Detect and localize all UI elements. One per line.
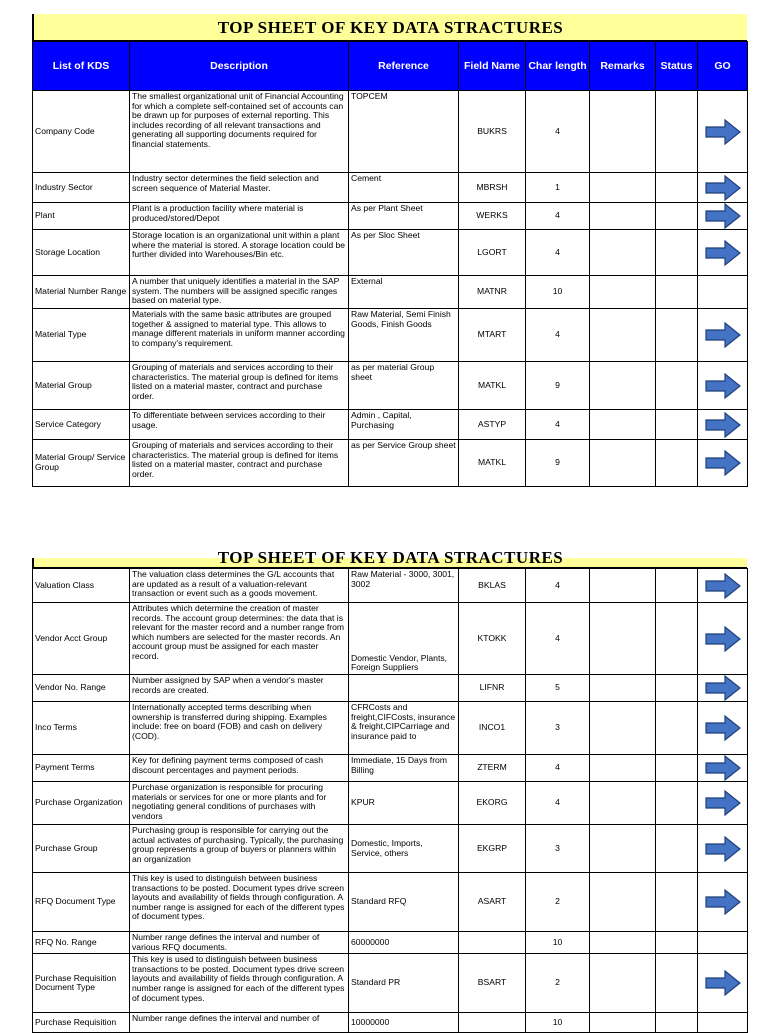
- kds-description: Storage location is an organizational unit within a plant where the material is stored. A storage location could be further divided into Warehouses/Bin etc.: [130, 230, 349, 276]
- table-row: [33, 203, 748, 230]
- kds-go-cell: [698, 276, 748, 309]
- right-arrow-icon[interactable]: [705, 450, 741, 476]
- table-row: [33, 440, 748, 487]
- kds-reference: Domestic Vendor, Plants, Foreign Suppliers: [349, 603, 459, 675]
- kds-char-length: 1: [526, 173, 590, 203]
- table-row: [33, 173, 748, 203]
- kds-name: Purchase Requisition Document Type: [33, 954, 130, 1013]
- kds-remarks: [590, 755, 656, 782]
- kds-remarks: [590, 954, 656, 1013]
- kds-go-cell: [698, 440, 748, 487]
- kds-reference: Standard RFQ: [349, 873, 459, 932]
- kds-description: Plant is a production facility where material is produced/stored/Depot: [130, 203, 349, 230]
- kds-remarks: [590, 173, 656, 203]
- kds-reference: TOPCEM: [349, 91, 459, 173]
- kds-char-length: 10: [526, 276, 590, 309]
- kds-reference: as per material Group sheet: [349, 362, 459, 410]
- table-row: [33, 1013, 748, 1033]
- kds-char-length: 2: [526, 954, 590, 1013]
- kds-description: Purchase organization is responsible for procuring materials or services for one or more plants and for negotiating general conditions of purchases with vendors: [130, 782, 349, 825]
- kds-field-name: INCO1: [459, 702, 526, 755]
- right-arrow-icon[interactable]: [705, 412, 741, 438]
- kds-field-name: BUKRS: [459, 91, 526, 173]
- right-arrow-icon[interactable]: [705, 675, 741, 701]
- kds-name: Material Number Range: [33, 276, 130, 309]
- top-sheet-1: [32, 14, 747, 487]
- kds-field-name: EKGRP: [459, 825, 526, 873]
- kds-remarks: [590, 91, 656, 173]
- kds-remarks: [590, 276, 656, 309]
- kds-description: A number that uniquely identifies a material in the SAP system. The numbers will be assigned specific ranges based on material type.: [130, 276, 349, 309]
- kds-status: [656, 276, 698, 309]
- table-row: [33, 603, 748, 675]
- kds-go-cell: [698, 569, 748, 603]
- kds-char-length: 3: [526, 825, 590, 873]
- kds-table: [32, 568, 748, 1033]
- table-row: [33, 91, 748, 173]
- right-arrow-icon[interactable]: [705, 573, 741, 599]
- kds-char-length: 9: [526, 440, 590, 487]
- kds-field-name: BSART: [459, 954, 526, 1013]
- kds-field-name: BKLAS: [459, 569, 526, 603]
- kds-char-length: 10: [526, 1013, 590, 1033]
- kds-status: [656, 230, 698, 276]
- kds-status: [656, 755, 698, 782]
- table-row: [33, 309, 748, 362]
- kds-go-cell: [698, 675, 748, 702]
- table-row: [33, 873, 748, 932]
- kds-name: Storage Location: [33, 230, 130, 276]
- table-row: [33, 702, 748, 755]
- kds-table: [32, 41, 748, 487]
- kds-field-name: MBRSH: [459, 173, 526, 203]
- header-field-name: Field Name: [459, 42, 526, 91]
- kds-char-length: 4: [526, 569, 590, 603]
- kds-field-name: MATNR: [459, 276, 526, 309]
- kds-name: Purchase Group: [33, 825, 130, 873]
- kds-reference: Raw Material - 3000, 3001, 3002: [349, 569, 459, 603]
- kds-remarks: [590, 230, 656, 276]
- right-arrow-icon[interactable]: [705, 240, 741, 266]
- header-go: GO: [698, 42, 748, 91]
- kds-go-cell: [698, 91, 748, 173]
- kds-description: Materials with the same basic attributes are grouped together & assigned to material type. This allows to manage different materials in uniform manner according to company's requirement.: [130, 309, 349, 362]
- kds-status: [656, 782, 698, 825]
- kds-reference: External: [349, 276, 459, 309]
- right-arrow-icon[interactable]: [705, 373, 741, 399]
- kds-status: [656, 825, 698, 873]
- kds-description: Industry sector determines the field selection and screen sequence of Material Master.: [130, 173, 349, 203]
- sheet-title: TOP SHEET OF KEY DATA STRACTURES: [32, 558, 747, 568]
- kds-description: This key is used to distinguish between business transactions to be posted. Document types drive screen layouts and availability of fields through configuration. A number range is assigned for each of the different types of document types.: [130, 954, 349, 1013]
- kds-char-length: 4: [526, 782, 590, 825]
- right-arrow-icon[interactable]: [705, 790, 741, 816]
- kds-go-cell: [698, 755, 748, 782]
- kds-reference: KPUR: [349, 782, 459, 825]
- kds-status: [656, 362, 698, 410]
- header-list-of-kds: List of KDS: [33, 42, 130, 91]
- right-arrow-icon[interactable]: [705, 175, 741, 201]
- right-arrow-icon[interactable]: [705, 119, 741, 145]
- kds-status: [656, 932, 698, 954]
- kds-status: [656, 702, 698, 755]
- kds-status: [656, 569, 698, 603]
- kds-go-cell: [698, 1013, 748, 1033]
- table-row: [33, 825, 748, 873]
- kds-remarks: [590, 1013, 656, 1033]
- kds-char-length: 4: [526, 410, 590, 440]
- kds-go-cell: [698, 309, 748, 362]
- kds-reference: 60000000: [349, 932, 459, 954]
- kds-status: [656, 440, 698, 487]
- kds-remarks: [590, 825, 656, 873]
- kds-reference: As per Sloc Sheet: [349, 230, 459, 276]
- kds-description: To differentiate between services according to their usage.: [130, 410, 349, 440]
- kds-field-name: ZTERM: [459, 755, 526, 782]
- kds-remarks: [590, 702, 656, 755]
- kds-go-cell: [698, 932, 748, 954]
- kds-char-length: 10: [526, 932, 590, 954]
- kds-char-length: 4: [526, 603, 590, 675]
- kds-go-cell: [698, 825, 748, 873]
- kds-go-cell: [698, 954, 748, 1013]
- kds-field-name: EKORG: [459, 782, 526, 825]
- kds-description: The valuation class determines the G/L accounts that are updated as a result of a valuation-relevant transaction or event such as a goods movement.: [130, 569, 349, 603]
- sheet-title: TOP SHEET OF KEY DATA STRACTURES: [32, 14, 747, 41]
- kds-char-length: 3: [526, 702, 590, 755]
- table-row: [33, 932, 748, 954]
- kds-field-name: ASTYP: [459, 410, 526, 440]
- kds-remarks: [590, 873, 656, 932]
- kds-field-name: ASART: [459, 873, 526, 932]
- kds-field-name: [459, 1013, 526, 1033]
- kds-name: Valuation Class: [33, 569, 130, 603]
- kds-field-name: LGORT: [459, 230, 526, 276]
- kds-description: Grouping of materials and services according to their characteristics. The material group is defined for items listed on a material master, contract and purchase order.: [130, 440, 349, 487]
- kds-go-cell: [698, 362, 748, 410]
- kds-name: Purchase Requisition: [33, 1013, 130, 1033]
- kds-go-cell: [698, 410, 748, 440]
- kds-reference: Raw Material, Semi Finish Goods, Finish Goods: [349, 309, 459, 362]
- kds-status: [656, 203, 698, 230]
- table-row: [33, 276, 748, 309]
- header-remarks: Remarks: [590, 42, 656, 91]
- kds-field-name: WERKS: [459, 203, 526, 230]
- kds-field-name: KTOKK: [459, 603, 526, 675]
- table-row: [33, 755, 748, 782]
- right-arrow-icon[interactable]: [705, 889, 741, 915]
- kds-name: Vendor No. Range: [33, 675, 130, 702]
- kds-status: [656, 91, 698, 173]
- kds-name: Vendor Acct Group: [33, 603, 130, 675]
- kds-reference: Standard PR: [349, 954, 459, 1013]
- right-arrow-icon[interactable]: [705, 836, 741, 862]
- kds-field-name: LIFNR: [459, 675, 526, 702]
- kds-status: [656, 675, 698, 702]
- kds-go-cell: [698, 603, 748, 675]
- table-row: [33, 782, 748, 825]
- kds-remarks: [590, 309, 656, 362]
- table-row: [33, 675, 748, 702]
- kds-description: Internationally accepted terms describing when ownership is transferred during shipping. Examples include: free on board (FOB) and cash on delivery (COD).: [130, 702, 349, 755]
- kds-remarks: [590, 362, 656, 410]
- kds-field-name: MTART: [459, 309, 526, 362]
- kds-name: RFQ Document Type: [33, 873, 130, 932]
- kds-description: Grouping of materials and services according to their characteristics. The material group is defined for items listed on a material master, contract and purchase order.: [130, 362, 349, 410]
- kds-reference: as per Service Group sheet: [349, 440, 459, 487]
- kds-char-length: 4: [526, 230, 590, 276]
- kds-name: RFQ No. Range: [33, 932, 130, 954]
- kds-go-cell: [698, 782, 748, 825]
- kds-reference: Cement: [349, 173, 459, 203]
- kds-char-length: 9: [526, 362, 590, 410]
- kds-char-length: 4: [526, 203, 590, 230]
- header-description: Description: [130, 42, 349, 91]
- kds-go-cell: [698, 230, 748, 276]
- kds-name: Material Type: [33, 309, 130, 362]
- kds-reference: As per Plant Sheet: [349, 203, 459, 230]
- kds-name: Industry Sector: [33, 173, 130, 203]
- kds-description: Purchasing group is responsible for carrying out the actual activates of purchasing. Typically, the purchasing group represents a group of buyers or planners within an organization: [130, 825, 349, 873]
- kds-name: Inco Terms: [33, 702, 130, 755]
- kds-name: Material Group/ Service Group: [33, 440, 130, 487]
- kds-status: [656, 173, 698, 203]
- table-row: [33, 230, 748, 276]
- kds-status: [656, 410, 698, 440]
- kds-reference: Immediate, 15 Days from Billing: [349, 755, 459, 782]
- table-row: [33, 410, 748, 440]
- kds-remarks: [590, 782, 656, 825]
- kds-name: Service Category: [33, 410, 130, 440]
- kds-remarks: [590, 603, 656, 675]
- kds-status: [656, 873, 698, 932]
- header-status: Status: [656, 42, 698, 91]
- kds-name: Payment Terms: [33, 755, 130, 782]
- kds-remarks: [590, 569, 656, 603]
- kds-description: Number range defines the interval and number of: [130, 1013, 349, 1033]
- kds-status: [656, 1013, 698, 1033]
- kds-name: Material Group: [33, 362, 130, 410]
- kds-char-length: 4: [526, 755, 590, 782]
- right-arrow-icon[interactable]: [705, 626, 741, 652]
- kds-field-name: [459, 932, 526, 954]
- kds-char-length: 4: [526, 91, 590, 173]
- kds-status: [656, 309, 698, 362]
- header-char-length: Char length: [526, 42, 590, 91]
- kds-field-name: MATKL: [459, 440, 526, 487]
- kds-char-length: 4: [526, 309, 590, 362]
- kds-char-length: 5: [526, 675, 590, 702]
- kds-description: Number assigned by SAP when a vendor's master records are created.: [130, 675, 349, 702]
- right-arrow-icon[interactable]: [705, 755, 741, 781]
- kds-field-name: MATKL: [459, 362, 526, 410]
- right-arrow-icon[interactable]: [705, 970, 741, 996]
- kds-status: [656, 603, 698, 675]
- kds-reference: [349, 675, 459, 702]
- right-arrow-icon[interactable]: [705, 203, 741, 229]
- header-row: [33, 42, 748, 91]
- kds-go-cell: [698, 173, 748, 203]
- kds-reference: CFRCosts and freight,CIFCosts, insurance & freight,CIPCarriage and insurance paid to: [349, 702, 459, 755]
- kds-description: The smallest organizational unit of Financial Accounting for which a complete self-contained set of accounts can be drawn up for purposes of external reporting. This includes recording of all relevant transactions and generating all supporting documents required for financial statements.: [130, 91, 349, 173]
- right-arrow-icon[interactable]: [705, 322, 741, 348]
- kds-reference: 10000000: [349, 1013, 459, 1033]
- right-arrow-icon[interactable]: [705, 715, 741, 741]
- kds-go-cell: [698, 702, 748, 755]
- kds-description: This key is used to distinguish between business transactions to be posted. Document types drive screen layouts and availability of fields through configuration. A number range is assigned for each of the different types of document types.: [130, 873, 349, 932]
- table-row: [33, 569, 748, 603]
- kds-remarks: [590, 203, 656, 230]
- kds-remarks: [590, 675, 656, 702]
- kds-description: Key for defining payment terms composed of cash discount percentages and payment periods.: [130, 755, 349, 782]
- kds-go-cell: [698, 873, 748, 932]
- kds-name: Company Code: [33, 91, 130, 173]
- kds-description: Number range defines the interval and number of various RFQ documents.: [130, 932, 349, 954]
- kds-reference: Domestic, Imports, Service, others: [349, 825, 459, 873]
- header-reference: Reference: [349, 42, 459, 91]
- kds-char-length: 2: [526, 873, 590, 932]
- kds-name: Purchase Organization: [33, 782, 130, 825]
- kds-remarks: [590, 440, 656, 487]
- kds-name: Plant: [33, 203, 130, 230]
- kds-reference: Admin , Capital, Purchasing: [349, 410, 459, 440]
- kds-description: Attributes which determine the creation of master records. The account group determines: the data that is relevant for the master record and a number range from which numbers are selected for the master records. An account group must be assigned for each master record.: [130, 603, 349, 675]
- table-row: [33, 954, 748, 1013]
- kds-go-cell: [698, 203, 748, 230]
- top-sheet-2: [32, 548, 747, 1027]
- kds-remarks: [590, 932, 656, 954]
- kds-remarks: [590, 410, 656, 440]
- kds-status: [656, 954, 698, 1013]
- table-row: [33, 362, 748, 410]
